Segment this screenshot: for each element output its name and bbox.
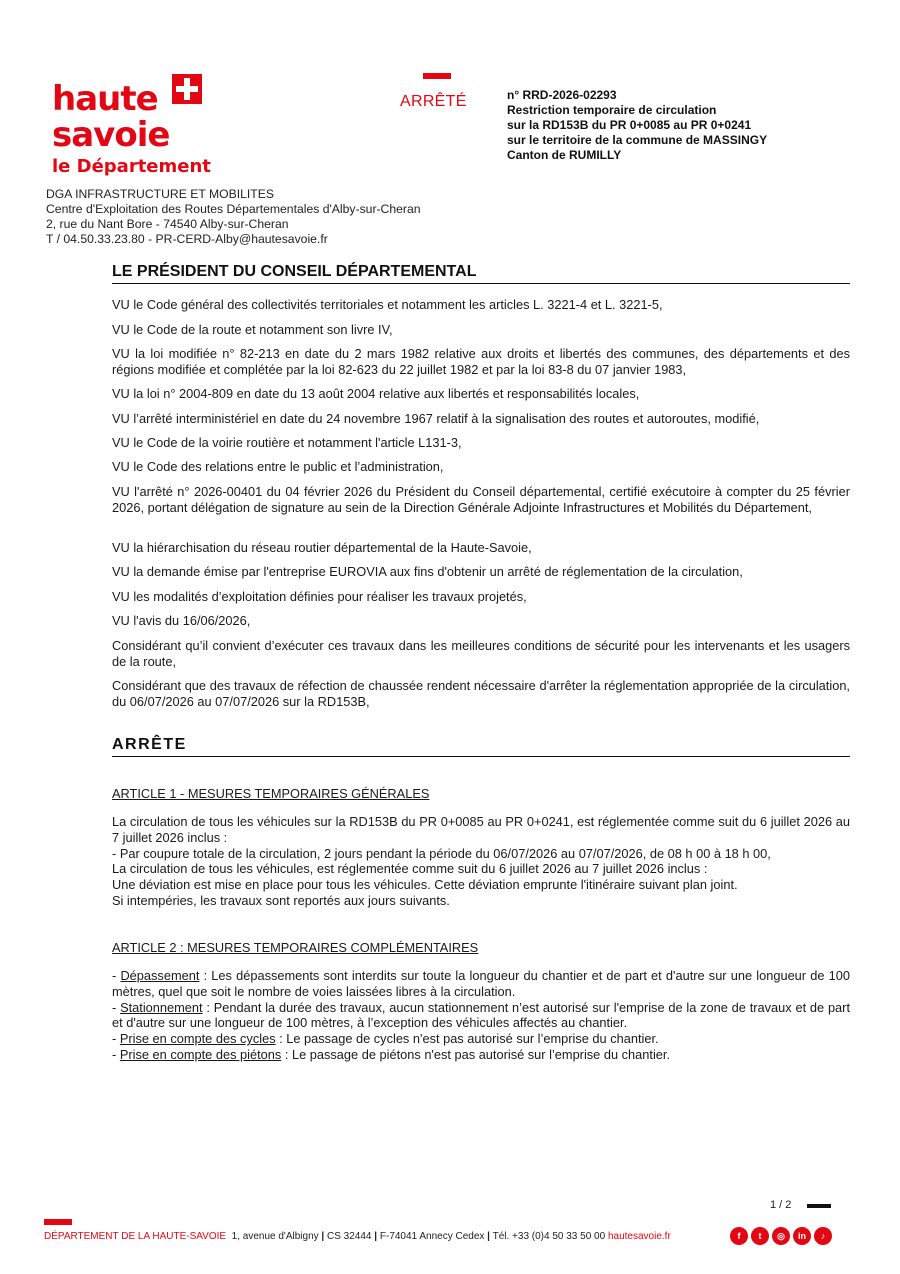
article-2-item-text: : Pendant la durée des travaux, aucun stationnement n’est autorisé sur l'emprise de la zone de travaux et de part et d'autre sur une longueur de 100 mètres, à l’exception des véhicules affectés au chantier.: [112, 999, 850, 1031]
article-1-line: Une déviation est mise en place pour tous les véhicules. Cette déviation emprunte l'itinéraire suivant plan joint.: [112, 877, 738, 893]
logo-line-2: savoie: [52, 115, 170, 155]
visa-paragraph: VU le Code général des collectivités territoriales et notamment les articles L. 3221-4 et L. 3221-5,: [112, 297, 663, 312]
article-1-line: Si intempéries, les travaux sont reportés aux jours suivants.: [112, 892, 450, 908]
title-line: sur la RD153B du PR 0+0085 au PR 0+0241: [507, 118, 752, 132]
footer-phone: Tél. +33 (0)4 50 33 50 00: [492, 1231, 606, 1242]
title-line: sur le territoire de la commune de MASSINGY: [507, 133, 768, 147]
article-2-body: [112, 968, 850, 1063]
arrete-heading: ARRÊTE: [112, 736, 850, 757]
service-line: 2, rue du Nant Bore - 74540 Alby-sur-Cheran: [46, 217, 289, 231]
visa-paragraph: VU le Code de la voirie routière et notamment l'article L131-3,: [112, 435, 462, 450]
footer-org: DÉPARTEMENT DE LA HAUTE-SAVOIE: [44, 1231, 227, 1242]
social-links: [730, 1227, 832, 1245]
service-address-block: [46, 187, 421, 247]
footer-address: DÉPARTEMENT DE LA HAUTE-SAVOIE 1, avenue d'Albigny | CS 32444 | F-74041 Annecy Cedex | Tél. +33 (0)4 50 33 50 00 hautesavoie.fr: [44, 1231, 671, 1242]
visa-paragraph: VU l'avis du 16/06/2026,: [112, 613, 251, 628]
linkedin-icon[interactable]: in: [793, 1227, 811, 1245]
footer-city: F-74041 Annecy Cedex: [379, 1231, 485, 1242]
twitter-icon[interactable]: t: [751, 1227, 769, 1245]
article-1-line: La circulation de tous les véhicules sur la RD153B du PR 0+0085 au PR 0+0241, est réglementée comme suit du 6 juillet 2026 au 7 juillet 2026 inclus :: [112, 814, 850, 845]
savoie-cross-icon: [172, 74, 202, 104]
article-2-item: - Prise en compte des cycles : Le passage de cycles n'est pas autorisé sur l’emprise du chantier.: [112, 1031, 659, 1047]
article-2-title: ARTICLE 2 : MESURES TEMPORAIRES COMPLÉMENTAIRES: [112, 940, 479, 955]
title-line: Canton de RUMILLY: [507, 148, 622, 162]
article-2-item-text: : Le passage de piétons n'est pas autorisé sur l’emprise du chantier.: [281, 1046, 671, 1062]
arrete-accent-bar: [423, 73, 451, 79]
article-1-body: [112, 814, 850, 909]
article-2-item-label: Dépassement: [120, 968, 200, 983]
article-2-item-text: : Les dépassements sont interdits sur toute la longueur du chantier et de part et d'autre sur une longueur de 100 mètres, quel que soit le nombre de voies laissées libres à la circulation.: [112, 968, 850, 999]
visa-paragraph: VU la loi modifiée n° 82-213 en date du 2 mars 1982 relative aux droits et libertés des communes, des départements et des régions modifiée et complétée par la loi 82-623 du 22 juillet 1982 et par la loi 83-8 du 07 janvier 1983,: [112, 346, 850, 377]
visa-paragraph: VU les modalités d’exploitation définies pour réaliser les travaux projetés,: [112, 589, 527, 604]
visa-paragraph: VU la loi n° 2004-809 en date du 13 août 2004 relative aux libertés et responsabilités locales,: [112, 386, 640, 401]
article-2-item: - Prise en compte des piétons : Le passage de piétons n'est pas autorisé sur l’emprise du chantier.: [112, 1046, 671, 1062]
footer-street: 1, avenue d'Albigny: [231, 1231, 319, 1242]
article-2-item: - Dépassement : Les dépassements sont interdits sur toute la longueur du chantier et de part et d'autre sur une longueur de 100 mètres, quel que soit le nombre de voies laissées libres à la circulation.: [112, 968, 850, 999]
reference-block: [507, 88, 767, 163]
visa-paragraph: VU l'arrêté n° 2026-00401 du 04 février 2026 du Président du Conseil départemental, certifié exécutoire à compter du 25 février 2026, portant délégation de signature au sein de la Direction Générale Adjointe Infrastructures et Mobilités du Département,: [112, 484, 850, 515]
title-line: Restriction temporaire de circulation: [507, 103, 717, 117]
footer-cs: CS 32444: [327, 1231, 372, 1242]
department-logo: [52, 74, 212, 178]
article-2-item-text: : Le passage de cycles n'est pas autorisé sur l’emprise du chantier.: [275, 1031, 659, 1047]
article-2-item-label: Prise en compte des cycles: [119, 1031, 276, 1047]
visa-paragraph: VU le Code de la route et notamment son livre IV,: [112, 322, 393, 337]
service-contact-line: T / 04.50.33.23.80 - PR-CERD-Alby@hautesavoie.fr: [46, 232, 328, 246]
document-type: ARRÊTÉ: [400, 93, 467, 110]
considerant-paragraph: Considérant que des travaux de réfection de chaussée rendent nécessaire d'arrêter la réglementation appropriée de la circulation, du 06/07/2026 au 07/07/2026 sur la RD153B,: [112, 678, 850, 709]
visa-paragraph: VU la demande émise par l'entreprise EUROVIA aux fins d'obtenir un arrêté de réglementation de la circulation,: [112, 564, 743, 579]
facebook-icon[interactable]: f: [730, 1227, 748, 1245]
article-2-item-label: Stationnement: [120, 999, 203, 1015]
visa-paragraph: VU la hiérarchisation du réseau routier départemental de la Haute-Savoie,: [112, 540, 532, 555]
article-1-line: - Par coupure totale de la circulation, 2 jours pendant la période du 06/07/2026 au 07/07/2026, de 08 h 00 à 18 h 00,: [112, 845, 771, 861]
page-number: 1 / 2: [770, 1199, 792, 1211]
article-2-item-label: Prise en compte des piétons: [119, 1046, 282, 1062]
article-1-title: ARTICLE 1 - MESURES TEMPORAIRES GÉNÉRALES: [112, 786, 430, 801]
article-1-line: La circulation de tous les véhicules, est réglementée comme suit du 6 juillet 2026 au 7 juillet 2026 inclus :: [112, 861, 708, 877]
considerant-paragraph: Considérant qu’il convient d’exécuter ces travaux dans les meilleures conditions de sécurité pour les intervenants et les usagers de la route,: [112, 638, 850, 669]
visa-paragraph: VU le Code des relations entre le public et l’administration,: [112, 459, 444, 474]
footer-accent-bar: [44, 1219, 72, 1225]
page-marker-bar: [807, 1204, 831, 1208]
logo-line-3: le Département: [52, 156, 211, 177]
visa-paragraph: VU l’arrêté interministériel en date du 24 novembre 1967 relatif à la signalisation des routes et autoroutes, modifié,: [112, 411, 760, 426]
president-heading: LE PRÉSIDENT DU CONSEIL DÉPARTEMENTAL: [112, 263, 850, 284]
instagram-icon[interactable]: ◎: [772, 1227, 790, 1245]
tiktok-icon[interactable]: ♪: [814, 1227, 832, 1245]
logo-line-1: haute: [52, 79, 158, 119]
service-line: DGA INFRASTRUCTURE ET MOBILITES: [46, 187, 274, 201]
footer-website-link[interactable]: hautesavoie.fr: [607, 1231, 671, 1242]
article-2-item: - Stationnement : Pendant la durée des travaux, aucun stationnement n’est autorisé sur l'emprise de la zone de travaux et de part et d'autre sur une longueur de 100 mètres, à l’exception des véhicules affectés au chantier.: [112, 999, 850, 1031]
service-line: Centre d'Exploitation des Routes Départementales d'Alby-sur-Cheran: [46, 202, 421, 216]
reference-number: n° RRD-2026-02293: [507, 88, 617, 102]
